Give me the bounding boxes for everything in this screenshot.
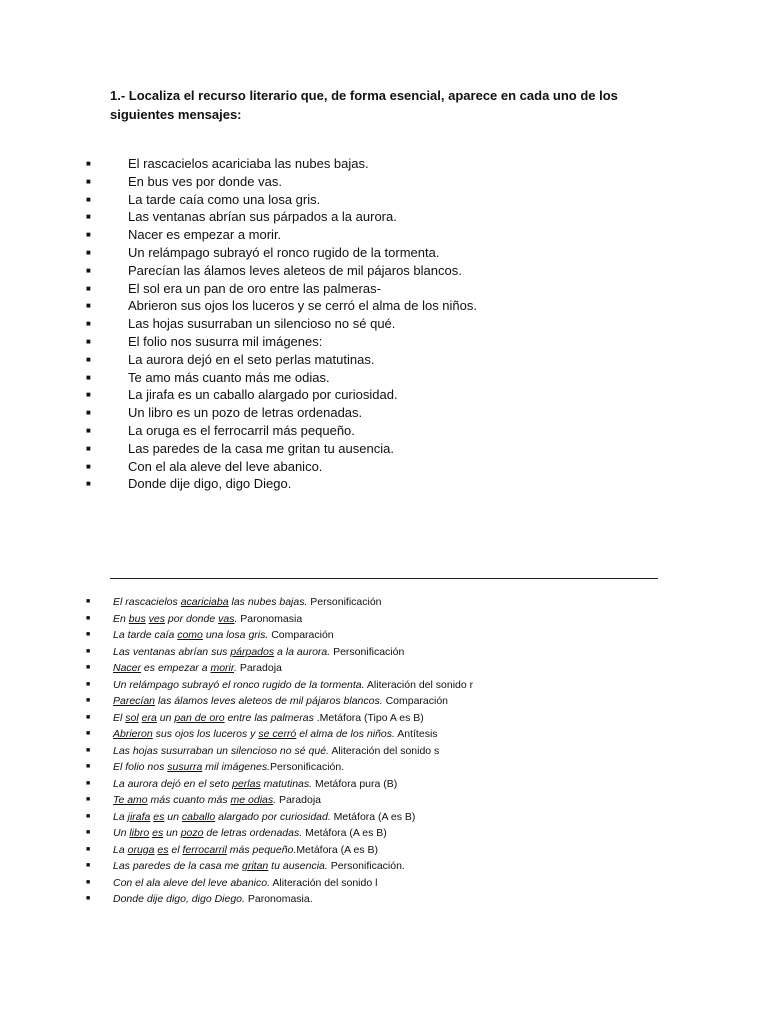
example-text: Un relámpago subrayó el ronco rugido de la tormenta.: [113, 678, 365, 691]
example-text: las nubes bajas.: [228, 596, 308, 608]
bullet-icon: ■: [86, 301, 91, 311]
example-text: .: [234, 612, 238, 625]
figure-label: Personificación.: [270, 761, 345, 773]
answer-item: [0, 594, 768, 611]
sentence-item: [0, 422, 768, 440]
answer-example: [113, 844, 296, 856]
figure-label: Metáfora (A es B): [296, 843, 379, 856]
example-text: matutinas.: [260, 777, 313, 790]
example-text: por donde: [164, 612, 219, 625]
figure-label: Metáfora pura (B): [312, 777, 398, 790]
example-text: .: [273, 794, 277, 806]
bullet-icon: ■: [86, 845, 91, 853]
example-text: tu ausencia.: [268, 860, 328, 872]
underlined-word: ves: [148, 612, 165, 625]
example-text: entre las palmeras: [224, 711, 314, 724]
sentence-text: Nacer es empezar a morir.: [128, 227, 282, 243]
answer-example: [113, 893, 245, 905]
question-heading: 1.- Localiza el recurso literario que, de forma esencial, aparece en cada uno de los siguientes mensajes:: [110, 88, 618, 122]
sentence-item: [0, 315, 768, 333]
answer-example: [113, 827, 302, 839]
bullet-icon: ■: [86, 812, 91, 820]
sentence-item: [0, 404, 768, 422]
example-text: El rascacielos: [113, 596, 181, 608]
figure-label: Personificación: [330, 645, 405, 658]
example-text: El folio nos: [113, 761, 168, 773]
bullet-icon: ■: [86, 713, 91, 721]
underlined-word: bus: [128, 612, 146, 625]
figure-label: Aliteración del sonido s: [328, 744, 440, 757]
underlined-word: es: [152, 827, 164, 839]
bullet-icon: ■: [86, 354, 91, 364]
underlined-word: oruga: [127, 843, 155, 856]
sentence-item: [0, 262, 768, 280]
answer-list: [0, 594, 768, 908]
underlined-word: Abrieron: [113, 728, 153, 740]
figure-label: Comparación: [382, 695, 449, 707]
underlined-word: gritan: [242, 860, 269, 872]
figure-label: Paronomasia: [237, 612, 303, 625]
answer-example: [113, 596, 307, 608]
example-text: un: [164, 810, 182, 823]
bullet-icon: ■: [86, 443, 91, 453]
figure-label: Aliteración del sonido l: [270, 876, 378, 889]
sentence-item: [0, 386, 768, 404]
bullet-icon: ■: [86, 631, 91, 638]
underlined-word: pan de oro: [174, 711, 225, 724]
sentence-item: [0, 351, 768, 369]
example-text: Las ventanas abrían sus: [113, 645, 231, 658]
sentence-text: El rascacielos acariciaba las nubes bajas.: [128, 156, 369, 171]
underlined-word: caballo: [181, 810, 216, 823]
sentence-text: Con el ala aleve del leve abanico.: [128, 458, 323, 474]
sentence-text: Las paredes de la casa me gritan tu ausencia.: [128, 440, 394, 456]
sentence-item: [0, 369, 768, 387]
figure-label: Personificación: [307, 596, 382, 608]
underlined-word: es: [153, 810, 165, 823]
example-text: .: [234, 662, 237, 674]
sentence-item: [0, 173, 768, 191]
underlined-word: Nacer: [113, 662, 142, 674]
sentence-text: Las ventanas abrían sus párpados a la aurora.: [128, 209, 397, 225]
sentence-text: Abrieron sus ojos los luceros y se cerró el alma de los niños.: [128, 298, 477, 314]
bullet-icon: ■: [86, 746, 91, 754]
sentence-item: [0, 191, 768, 209]
example-text: una losa gris.: [202, 629, 269, 641]
bullet-icon: ■: [86, 176, 91, 186]
example-text: más pequeño.: [226, 843, 297, 856]
example-text: mil imágenes.: [202, 761, 270, 773]
answer-example: [113, 662, 237, 674]
sentence-item: [0, 280, 768, 298]
answer-item: [0, 677, 768, 694]
underlined-word: Parecían: [113, 695, 156, 707]
figure-label: .Metáfora (Tipo A es B): [313, 711, 424, 724]
bullet-icon: ■: [86, 862, 91, 869]
answer-item: [0, 611, 768, 628]
sentence-list: [0, 155, 768, 493]
sentence-text: Donde dije digo, digo Diego.: [128, 476, 292, 492]
bullet-icon: ■: [86, 829, 91, 836]
example-text: las álamos leves aleteos de mil pájaros blancos.: [155, 695, 383, 707]
example-text: alargado por curiosidad.: [215, 810, 331, 823]
bullet-icon: ■: [86, 730, 91, 737]
answer-item: [0, 891, 768, 908]
sentence-item: [0, 440, 768, 458]
example-text: Las paredes de la casa me: [113, 860, 242, 872]
answer-example: [113, 811, 331, 823]
bullet-icon: ■: [86, 614, 91, 622]
figure-label: Personificación.: [327, 860, 405, 872]
figure-label: Paronomasia.: [244, 893, 313, 905]
answer-example: [113, 877, 270, 889]
example-text: el: [168, 843, 183, 856]
underlined-word: se cerró: [258, 728, 297, 740]
bullet-icon: ■: [86, 265, 91, 275]
bullet-icon: ■: [86, 283, 91, 293]
bullet-icon: ■: [86, 425, 91, 435]
underlined-word: sol: [125, 711, 139, 724]
underlined-word: pozo: [180, 827, 204, 839]
bullet-icon: ■: [86, 796, 91, 803]
bullet-icon: ■: [86, 390, 91, 400]
example-text: Las hojas susurraban un silencioso no sé qué.: [113, 744, 329, 757]
figure-label: Antítesis: [394, 728, 438, 740]
bullet-icon: ■: [86, 194, 91, 204]
underlined-word: libro: [129, 827, 150, 839]
example-text: el alma de los niños.: [296, 728, 395, 740]
bullet-icon: ■: [86, 763, 91, 770]
underlined-word: es: [157, 843, 169, 856]
example-text: La: [113, 843, 128, 856]
sentence-item: [0, 458, 768, 476]
underlined-word: párpados: [230, 645, 275, 658]
bullet-icon: ■: [86, 598, 91, 605]
figure-label: Metáfora (A es B): [302, 827, 387, 839]
sentence-text: Un libro es un pozo de letras ordenadas.: [128, 405, 363, 421]
bullet-icon: ■: [86, 664, 91, 671]
bullet-icon: ■: [86, 680, 91, 688]
answer-item: [0, 875, 768, 892]
underlined-word: perlas: [232, 777, 261, 790]
underlined-word: era: [141, 711, 157, 724]
answer-example: [113, 761, 270, 773]
answer-example: [113, 745, 329, 757]
example-text: de letras ordenadas.: [203, 827, 303, 839]
figure-label: Paradoja: [236, 662, 282, 674]
sentence-text: Un relámpago subrayó el ronco rugido de la tormenta.: [128, 244, 440, 260]
answer-item: [0, 627, 768, 644]
example-text: un: [156, 711, 175, 724]
bullet-icon: ■: [86, 697, 91, 704]
bullet-icon: ■: [86, 895, 91, 902]
example-text: La tarde caía: [113, 629, 178, 641]
bullet-icon: ■: [86, 779, 91, 787]
sentence-item: [0, 475, 768, 493]
bullet-icon: ■: [86, 247, 91, 257]
answer-example: [113, 860, 328, 872]
underlined-word: jirafa: [127, 810, 151, 823]
figure-label: Aliteración del sonido r: [364, 678, 474, 691]
example-text: El: [113, 711, 126, 724]
example-text: En: [113, 612, 129, 625]
divider-line: [110, 578, 658, 579]
answer-item: [0, 842, 768, 859]
answer-example: [113, 613, 237, 625]
bullet-icon: ■: [86, 230, 91, 240]
sentence-text: Las hojas susurraban un silencioso no sé qué.: [128, 316, 396, 332]
answer-example: [113, 778, 312, 790]
underlined-word: como: [177, 629, 203, 641]
figure-label: Comparación: [268, 629, 334, 641]
answer-item: [0, 759, 768, 776]
answer-item: [0, 858, 768, 875]
bullet-icon: ■: [86, 372, 91, 382]
answer-example: [113, 679, 365, 691]
sentence-text: La tarde caía como una losa gris.: [128, 191, 321, 207]
answer-item: [0, 809, 768, 826]
answer-item: [0, 710, 768, 727]
bullet-icon: ■: [86, 647, 91, 655]
example-text: más cuanto más: [147, 794, 231, 806]
answer-example: [113, 695, 383, 707]
example-text: a la aurora.: [274, 645, 331, 658]
answer-item: [0, 776, 768, 793]
example-text: La aurora dejó en el seto: [113, 777, 233, 790]
figure-label: Paradoja: [276, 794, 321, 806]
sentence-item: [0, 155, 768, 173]
sentence-text: La aurora dejó en el seto perlas matutinas.: [128, 351, 375, 367]
underlined-word: vas: [218, 612, 235, 625]
sentence-text: Te amo más cuanto más me odias.: [128, 369, 330, 385]
sentence-text: El sol era un pan de oro entre las palmeras-: [128, 280, 381, 296]
answer-item: [0, 743, 768, 760]
sentence-text: En bus ves por donde vas.: [128, 173, 282, 189]
sentence-item: [0, 297, 768, 315]
bullet-icon: ■: [86, 878, 91, 886]
bullet-icon: ■: [86, 319, 91, 329]
answer-item: [0, 660, 768, 677]
sentence-text: La jirafa es un caballo alargado por curiosidad.: [128, 387, 398, 403]
sentence-text: La oruga es el ferrocarril más pequeño.: [128, 422, 355, 438]
bullet-icon: ■: [86, 408, 91, 418]
bullet-icon: ■: [86, 159, 91, 168]
answer-item: [0, 825, 768, 842]
answer-item: [0, 644, 768, 661]
bullet-icon: ■: [86, 336, 91, 346]
underlined-word: Te amo: [113, 794, 148, 806]
example-text: es empezar a: [141, 662, 211, 674]
answer-example: [113, 728, 395, 740]
example-text: un: [163, 827, 181, 839]
answer-example: [113, 629, 268, 641]
example-text: Con el ala aleve del leve abanico.: [113, 876, 271, 889]
sentence-item: [0, 244, 768, 262]
bullet-icon: ■: [86, 461, 91, 471]
sentence-text: El folio nos susurra mil imágenes:: [128, 333, 323, 349]
sentence-item: [0, 226, 768, 244]
answer-example: [113, 794, 276, 806]
answer-example: [113, 712, 314, 724]
sentence-text: Parecían las álamos leves aleteos de mil pájaros blancos.: [128, 262, 462, 278]
underlined-word: me odias: [230, 794, 274, 806]
sentence-item: [0, 208, 768, 226]
example-text: sus ojos los luceros y: [152, 728, 259, 740]
example-text: Un: [113, 827, 130, 839]
underlined-word: susurra: [167, 761, 203, 773]
answer-example: [113, 646, 330, 658]
example-text: La: [113, 810, 128, 823]
bullet-icon: ■: [86, 212, 91, 222]
answer-item: [0, 693, 768, 710]
underlined-word: morir: [210, 662, 234, 674]
underlined-word: ferrocarril: [182, 843, 227, 856]
underlined-word: acariciaba: [180, 596, 229, 608]
answer-item: [0, 792, 768, 809]
sentence-item: [0, 333, 768, 351]
figure-label: Metáfora (A es B): [330, 810, 416, 823]
answer-item: [0, 726, 768, 743]
bullet-icon: ■: [86, 479, 91, 489]
example-text: Donde dije digo, digo Diego.: [113, 893, 245, 905]
